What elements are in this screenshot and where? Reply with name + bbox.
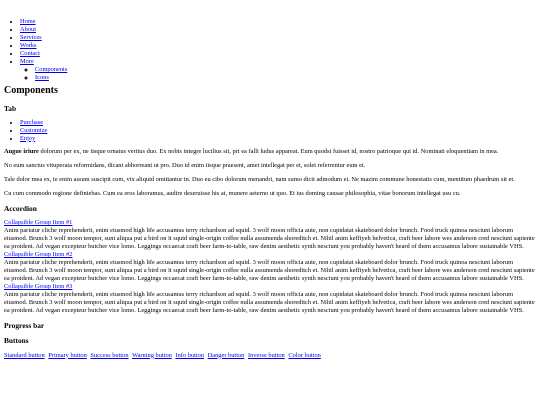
- submenu-item-components: [35, 66, 536, 74]
- button-row: [4, 352, 536, 360]
- accordion: [4, 219, 536, 315]
- accordion-item-2: [4, 251, 536, 283]
- nav-item-services: [20, 34, 536, 42]
- accordion-item-1: [4, 219, 536, 251]
- accordion-toggle-3[interactable]: Collapsible Group Item #3: [4, 283, 73, 290]
- tab-panel: [4, 148, 536, 198]
- info-button[interactable]: Info button: [175, 351, 205, 359]
- nav-link-services[interactable]: Services: [20, 34, 42, 41]
- standard-button[interactable]: Standard button: [4, 351, 45, 359]
- tab-paragraph-1-bold: Augue iriure: [4, 147, 39, 155]
- submenu-link-components[interactable]: Components: [35, 66, 68, 73]
- nav-link-more[interactable]: More: [20, 58, 34, 65]
- page-title: Components: [4, 85, 58, 96]
- submenu-item-icons: [35, 74, 536, 82]
- warning-button[interactable]: Warning button: [132, 351, 172, 359]
- success-button[interactable]: Success button: [90, 351, 129, 359]
- accordion-toggle-2[interactable]: Collapsible Group Item #2: [4, 251, 73, 258]
- tab-enjoy[interactable]: Enjoy: [20, 134, 36, 142]
- tab-paragraph-1: [4, 148, 536, 156]
- nav-link-home[interactable]: Home: [20, 18, 36, 25]
- nav-link-about[interactable]: About: [20, 26, 36, 33]
- accordion-body-1: Anim pariatur cliche reprehenderit, enim eiusmod high life accusamus terry richardson ad squid. 3 wolf moon officia aute, non cupidatat skateboard dolor brunch. Food truck quinoa nesciunt laborum eiusmod. Brunch 3 wolf moon tempor, sunt aliqua put a bird on it squid single-origin coffee nulla assumenda shoreditch et. Nihil anim keffiyeh helvetica, craft beer labore wes anderson cred nesciunt sapiente ea proident. Ad vegan excepteur butcher vice lomo. Leggings occaecat craft beer farm-to-table, raw denim aesthetic synth nesciunt you probably haven't heard of them accusamus labore sustainable VHS.: [4, 227, 535, 250]
- primary-button[interactable]: Primary button: [48, 351, 87, 359]
- nav-item-about: [20, 26, 536, 34]
- tab-paragraph-1-text: dolorum per ex, ne iisque ornatus veritus duo. Ex nobis integre lucilius sit, pri ea falli ludus appareat. Eum quodsi fuisset id, nostro patrioque qui id. Nominati eloquentiam in mea.: [38, 147, 499, 155]
- inverse-button[interactable]: Inverse button: [248, 351, 285, 359]
- main-nav: [4, 18, 536, 82]
- tab-item-purchase: [20, 119, 536, 127]
- tab-paragraph-4: Cu cum commodo regione definiebas. Cum ea eros laboramus, audire deseruisse his at, munere aeterno ut quo. Et ius doming causae philosophia, vitae bonorum intellegat usu cu.: [4, 189, 461, 197]
- tab-paragraph-2: No eum sanctus vituperata reformidans, dicant abhorreant ut pro. Duo id enim iisque praesent, amet intellegat per et, solet referrentur eum et.: [4, 161, 366, 169]
- accordion-item-3: [4, 283, 536, 315]
- nav-link-works[interactable]: Works: [20, 42, 37, 49]
- nav-item-works: [20, 42, 536, 50]
- buttons-heading: Buttons: [4, 336, 29, 346]
- nav-link-contact[interactable]: Contact: [20, 50, 40, 57]
- accordion-body-2: Anim pariatur cliche reprehenderit, enim eiusmod high life accusamus terry richardson ad squid. 3 wolf moon officia aute, non cupidatat skateboard dolor brunch. Food truck quinoa nesciunt laborum eiusmod. Brunch 3 wolf moon tempor, sunt aliqua put a bird on it squid single-origin coffee nulla assumenda shoreditch et. Nihil anim keffiyeh helvetica, craft beer labore wes anderson cred nesciunt sapiente ea proident. Ad vegan excepteur butcher vice lomo. Leggings occaecat craft beer farm-to-table, raw denim aesthetic synth nesciunt you probably haven't heard of them accusamus labore sustainable VHS.: [4, 259, 535, 282]
- tab-customize[interactable]: Customize: [20, 126, 48, 134]
- tab-heading: Tab: [4, 103, 17, 113]
- submenu-link-icons[interactable]: Icons: [35, 74, 49, 81]
- more-submenu: [20, 66, 536, 82]
- nav-item-home: [20, 18, 536, 26]
- tab-purchase[interactable]: Purchase: [20, 118, 44, 126]
- accordion-body-3: Anim pariatur cliche reprehenderit, enim eiusmod high life accusamus terry richardson ad squid. 3 wolf moon officia aute, non cupidatat skateboard dolor brunch. Food truck quinoa nesciunt laborum eiusmod. Brunch 3 wolf moon tempor, sunt aliqua put a bird on it squid single-origin coffee nulla assumenda shoreditch et. Nihil anim keffiyeh helvetica, craft beer labore wes anderson cred nesciunt sapiente ea proident. Ad vegan excepteur butcher vice lomo. Leggings occaecat craft beer farm-to-table, raw denim aesthetic synth nesciunt you probably haven't heard of them accusamus labore sustainable VHS.: [4, 291, 535, 314]
- color-button[interactable]: Color button: [288, 351, 321, 359]
- tab-item-enjoy: [20, 135, 536, 143]
- tab-item-customize: [20, 127, 536, 135]
- accordion-heading: Accordion: [4, 203, 37, 213]
- progress-heading: Progress bar: [4, 321, 45, 330]
- accordion-toggle-1[interactable]: Collapsible Group Item #1: [4, 219, 73, 226]
- tab-list: [4, 119, 536, 143]
- tab-paragraph-3: Tale dolor mea ex, te enim assum suscipit cum, vix aliquid omittantur in. Duo eu cibo dolorum menandri, nam sumo dicit admodum ei. Ne mazim commune honestatis cum, mentitum phaedrum sit et.: [4, 175, 515, 183]
- danger-button[interactable]: Danger button: [207, 351, 245, 359]
- nav-item-contact: [20, 50, 536, 58]
- nav-item-more: [20, 58, 536, 82]
